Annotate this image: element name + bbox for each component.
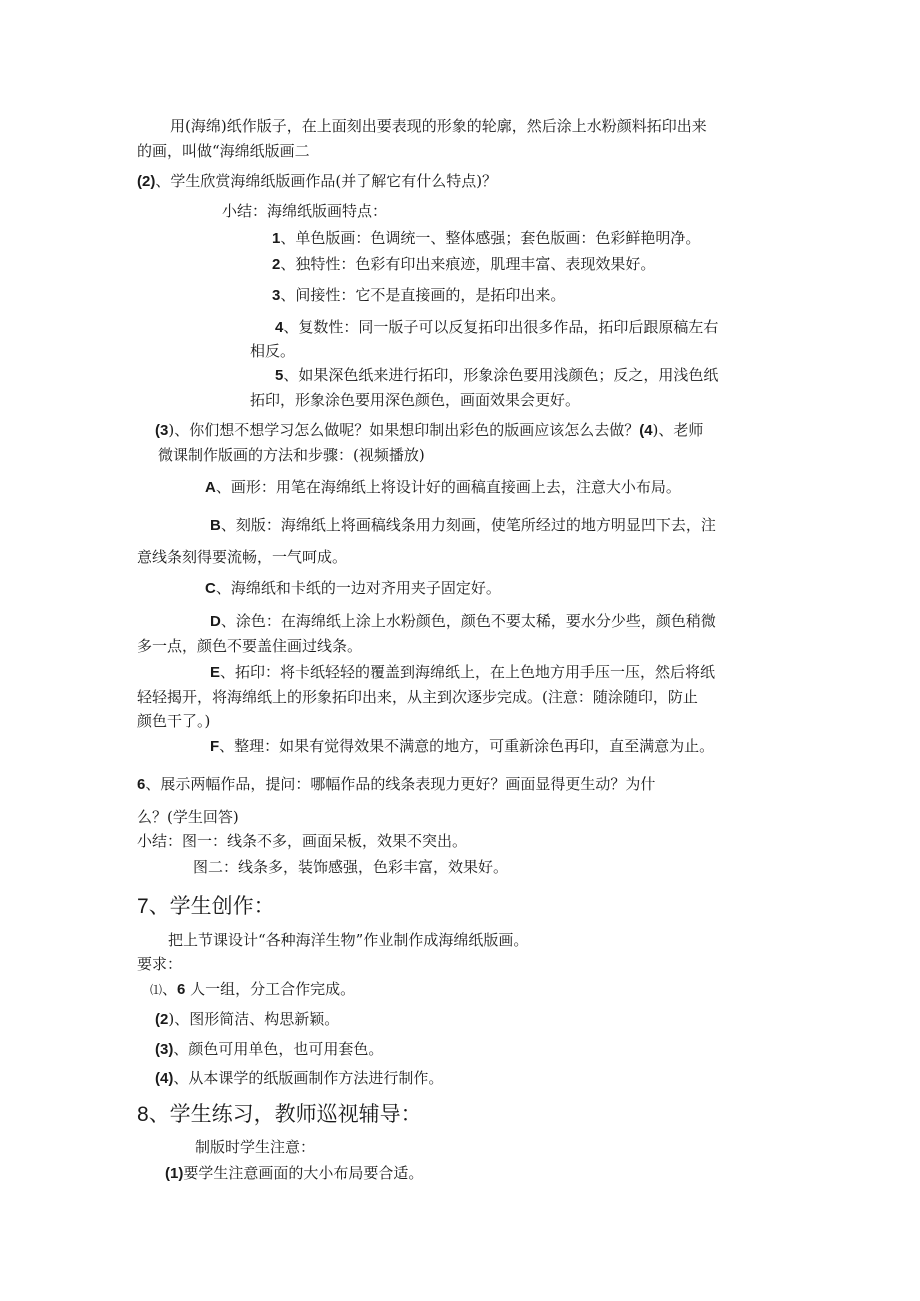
section-8-title: 、学生练习，教师巡视辅导：	[148, 1102, 422, 1126]
step-letter: C	[205, 580, 216, 597]
section-8-item-1	[165, 1162, 423, 1185]
section-6-question	[137, 773, 655, 796]
summary-item-number: 2	[272, 256, 281, 273]
step-d-cont: 多一点，颜色不要盖住画过线条。	[137, 637, 363, 655]
requirement-number: (4)	[155, 1070, 174, 1087]
requirement-number: ⑴	[150, 983, 163, 997]
step-e	[210, 661, 715, 684]
summary-item-text: 、复数性：同一版子可以反复拓印出很多作品，拓印后跟原稿左右	[283, 318, 719, 336]
section-8-note: 制版时学生注意：	[195, 1138, 316, 1156]
step-e-cont: 轻轻揭开，将海绵纸上的形象拓印出来，从主到次逐步完成。(注意：随涂随印，防止	[137, 688, 698, 706]
intro-line-1: 用(海绵)纸作版子，在上面刻出要表现的形象的轮廓，然后涂上水粉颜料拓印出来	[170, 117, 707, 135]
section-3-question	[155, 419, 703, 442]
summary-item-3	[272, 284, 565, 307]
step-e-cont-2: 颜色干了。)	[137, 712, 211, 730]
step-text: 、整理：如果有觉得效果不满意的地方，可重新涂色再印，直至满意为止。	[219, 737, 715, 755]
section-7-number: 7	[137, 895, 149, 918]
section-6-summary-2: 图二：线条多，装饰感强，色彩丰富，效果好。	[193, 858, 509, 876]
step-text: 、刻版：海绵纸上将画稿线条用力刻画，使笔所经过的地方明显凹下去，注	[220, 516, 716, 534]
requirement-text: 人一组，分工合作完成。	[185, 980, 356, 998]
section-4-text: )、老师	[652, 421, 704, 439]
summary-title: 小结：海绵纸版画特点：	[222, 202, 388, 220]
section-8-number: 8	[137, 1103, 149, 1126]
section-3-text: )、你们想不想学习怎么做呢？如果想印制出彩色的版画应该怎么去做？	[168, 421, 640, 439]
summary-item-1	[272, 227, 700, 250]
step-d	[210, 610, 716, 633]
intro-line-2: 的画，叫做“海绵纸版画二	[137, 142, 310, 160]
summary-item-number: 4	[275, 319, 284, 336]
section-6-text: 、展示两幅作品，提问：哪幅作品的线条表现力更好？画面显得更生动？为什	[145, 775, 656, 793]
requirement-text: 、颜色可用单色，也可用套色。	[173, 1040, 384, 1058]
requirement-3	[155, 1038, 383, 1061]
requirement-4	[155, 1067, 443, 1090]
requirement-text: )、图形简洁、构思新颖。	[168, 1010, 340, 1028]
section-3-number: (3	[155, 422, 169, 439]
section-8-item-number: (1)	[165, 1165, 184, 1182]
section-7-heading	[137, 892, 275, 921]
step-text: 、涂色：在海绵纸上涂上水粉颜色，颜色不要太稀，要水分少些，颜色稍微	[220, 612, 716, 630]
step-c	[205, 577, 501, 600]
requirement-number: (3)	[155, 1041, 174, 1058]
summary-item-5	[275, 364, 718, 387]
step-text: 、海绵纸和卡纸的一边对齐用夹子固定好。	[215, 579, 501, 597]
requirements-label: 要求：	[137, 955, 183, 973]
step-text: 、拓印：将卡纸轻轻的覆盖到海绵纸上，在上色地方用手压一压，然后将纸	[220, 663, 716, 681]
summary-item-number: 5	[275, 367, 284, 384]
requirement-text: 、从本课学的纸版画制作方法进行制作。	[173, 1069, 444, 1087]
summary-item-4	[275, 316, 718, 339]
step-b-cont: 意线条刻得要流畅，一气呵成。	[137, 548, 348, 566]
summary-item-2	[272, 253, 655, 276]
section-4-number: (4	[639, 422, 653, 439]
step-letter: B	[210, 517, 221, 534]
step-b	[210, 514, 716, 537]
summary-item-4-cont: 相反。	[250, 342, 296, 360]
summary-item-text: 、独特性：色彩有印出来痕迹，肌理丰富、表现效果好。	[280, 255, 656, 273]
section-7-intro: 把上节课设计“各种海洋生物”作业制作成海绵纸版画。	[168, 931, 529, 949]
step-a	[205, 476, 681, 499]
step-f	[210, 735, 714, 758]
section-2-number: (2)	[137, 173, 156, 190]
section-7-title: 、学生创作：	[148, 894, 275, 918]
step-text: 、画形：用笔在海绵纸上将设计好的画稿直接画上去，注意大小布局。	[215, 478, 681, 496]
summary-item-number: 3	[272, 287, 281, 304]
requirement-number: (2	[155, 1011, 169, 1028]
summary-item-5-cont: 拓印，形象涂色要用深色颜色，画面效果会更好。	[250, 391, 581, 409]
requirement-2	[155, 1008, 339, 1031]
section-2-text: 、学生欣赏海绵纸版画作品(并了解它有什么特点)？	[155, 172, 498, 190]
summary-item-number: 1	[272, 230, 281, 247]
summary-item-text: 、间接性：它不是直接画的，是拓印出来。	[280, 286, 566, 304]
step-letter: F	[210, 738, 220, 755]
section-6-cont: 么？(学生回答)	[137, 808, 239, 826]
section-6-summary-1: 小结：图一：线条不多，画面呆板，效果不突出。	[137, 832, 468, 850]
summary-item-text: 、如果深色纸来进行拓印，形象涂色要用浅颜色；反之，用浅色纸	[283, 366, 719, 384]
summary-item-text: 、单色版画：色调统一、整体感强；套色版画：色彩鲜艳明净。	[280, 229, 701, 247]
requirement-count: 6	[177, 981, 186, 998]
section-6-number: 6	[137, 776, 146, 793]
step-letter: E	[210, 664, 221, 681]
step-letter: D	[210, 613, 221, 630]
section-8-item-text: 要学生注意画面的大小布局要合适。	[183, 1164, 424, 1182]
section-2-question	[137, 170, 497, 193]
section-4-cont: 微课制作版画的方法和步骤：(视频播放)	[158, 446, 425, 464]
requirement-sep: 、	[162, 980, 178, 998]
step-letter: A	[205, 479, 216, 496]
section-8-heading	[137, 1100, 422, 1129]
requirement-1	[150, 978, 355, 1001]
